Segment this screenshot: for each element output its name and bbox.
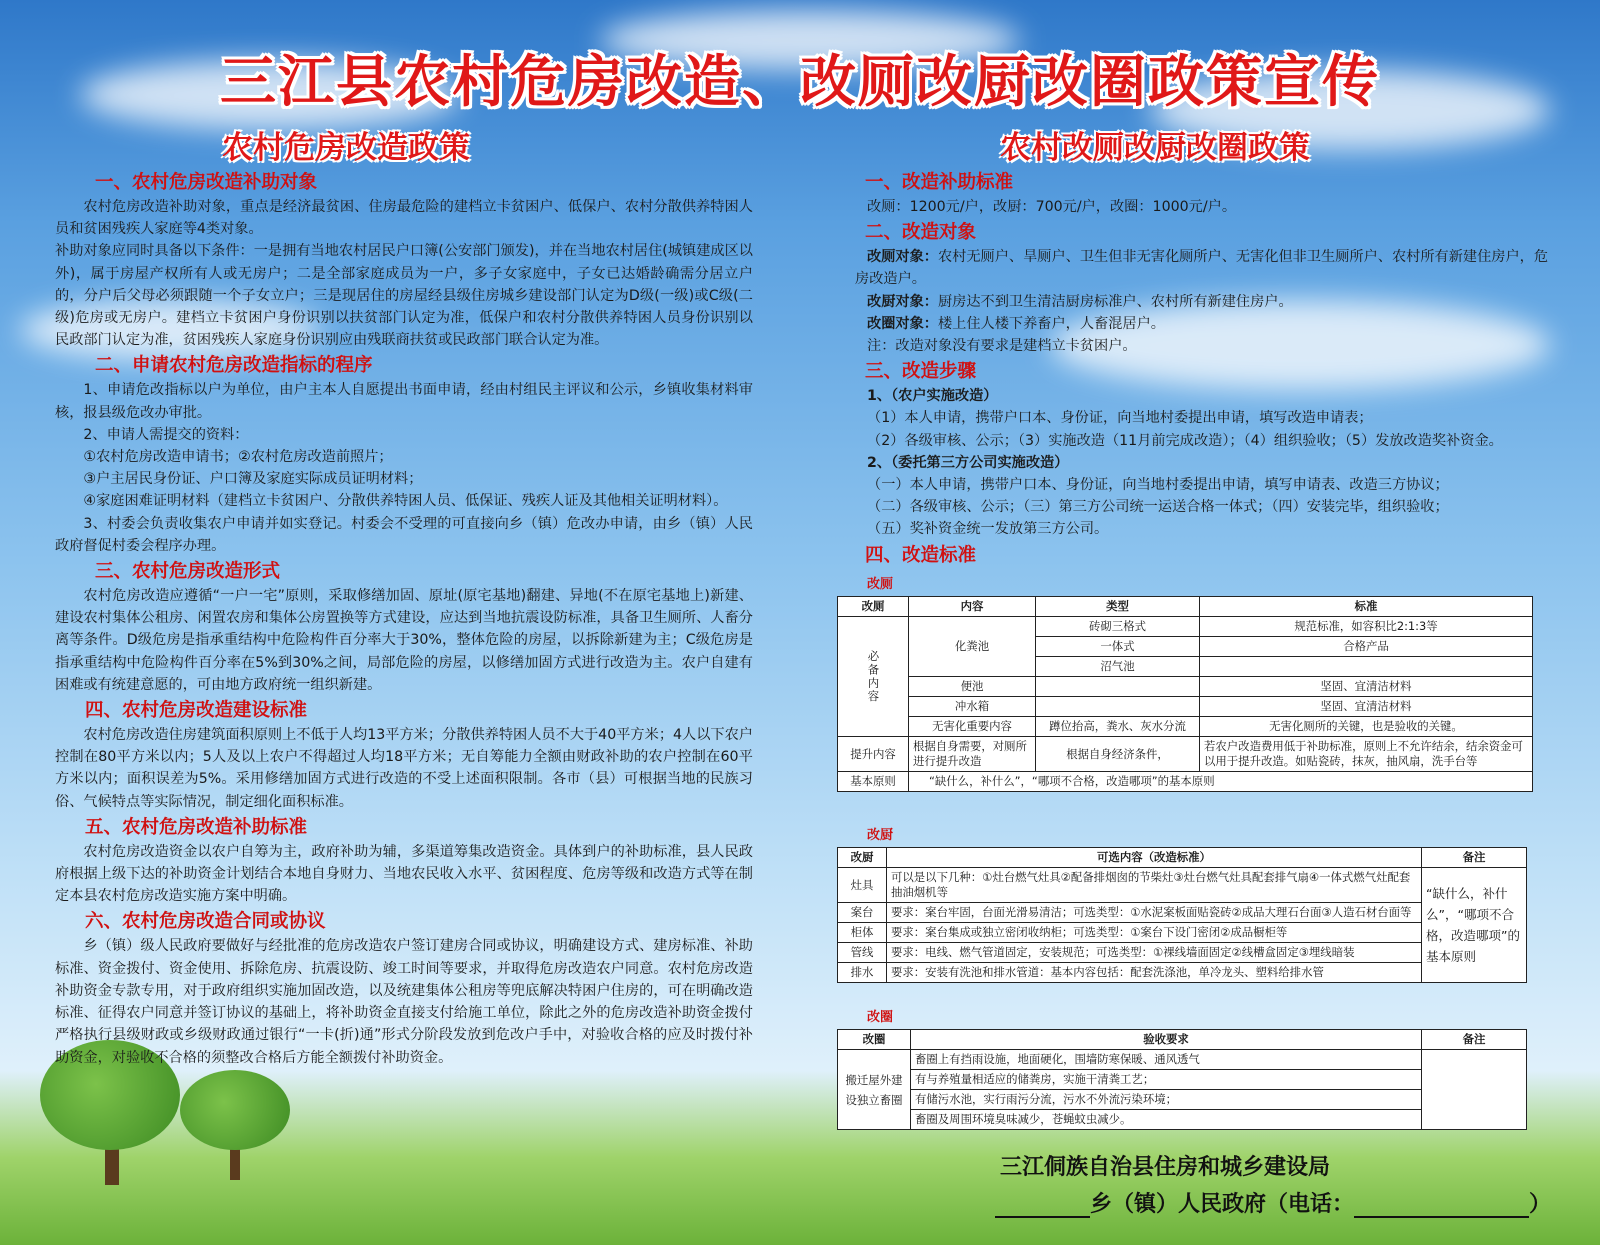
table-row: [838, 772, 1533, 792]
table-cell: [1200, 657, 1533, 677]
table-cell: 砖砌三格式: [1036, 617, 1200, 637]
column-header: 验收要求: [911, 1030, 1422, 1050]
left-column: [55, 168, 753, 1069]
table-row: [838, 1050, 1527, 1070]
step-group-title: 1、（农户实施改造）: [867, 388, 998, 405]
table-cell: 便池: [909, 677, 1036, 697]
column-header: 改厨: [838, 848, 887, 868]
table-header-row: [838, 1030, 1527, 1050]
table-cell: 有储污水池，实行雨污分流，污水不外流污染环境；: [911, 1090, 1422, 1110]
table-cell: 有与养殖量相适应的储粪房，实施干清粪工艺；: [911, 1070, 1422, 1090]
remark-cell: [1422, 1050, 1527, 1130]
paragraph: [855, 246, 1555, 290]
paragraph: [855, 313, 1555, 335]
paragraph: 乡（镇）级人民政府要做好与经批准的危房改造农户签订建房合同或协议，明确建设方式、建房标准、补助标准、资金拨付、资金使用、拆除危房、抗震设防、竣工时间等要求，并取得危房改造农户同意。农村危房改造补助资金专款专用，对于政府组织实施加固改造，以及统建集体公租房等兜底解决特困户住房的，可在明确改造标准、征得农户同意并签订协议的基础上，将补助资金直接支付给施工单位，除此之外的危房改造补助资金拨付严格执行县级财政或乡级财政通过银行“一卡(折)通”形式分阶段发放到危改户手中，对验收合格的应及时拨付补助资金，对验收不合格的须整改合格后方能全额拨付补助资金。: [55, 938, 753, 1066]
pen-table-block: [837, 1006, 1527, 1130]
table-cell: 可以是以下几种：①灶台燃气灶具②配备排烟囱的节柴灶③灶台燃气灶具配套排气扇④一体式燃气灶配套抽油烟机等: [887, 868, 1422, 903]
label: 改厕对象：: [867, 249, 938, 266]
table-cell: 沼气池: [1036, 657, 1200, 677]
column-header: 改圈: [838, 1030, 911, 1050]
table-row: [838, 677, 1533, 697]
section-heading: 二、改造对象: [865, 222, 977, 244]
table-cell: 无害化厕所的关键，也是验收的关键。: [1200, 717, 1533, 737]
paragraph: [855, 291, 1555, 313]
paragraph: 2、申请人需提交的资料：: [83, 426, 249, 443]
text: 楼上住人楼下养畜户，人畜混居户。: [937, 315, 1165, 332]
paragraph: ③户主居民身份证、户口簿及家庭实际成员证明材料；: [83, 471, 423, 488]
column-header: 内容: [909, 597, 1036, 617]
section-heading: 三、农村危房改造形式: [95, 561, 281, 583]
issuer-name: 三江侗族自治县住房和城乡建设局: [1000, 1155, 1331, 1180]
column-header: 可选内容（改造标准）: [887, 848, 1422, 868]
table-label: 改厨: [867, 828, 894, 843]
right-column-title: 农村改厕改厨改圈政策: [1000, 130, 1310, 166]
column-header: 备注: [1422, 1030, 1527, 1050]
column-header: 备注: [1422, 848, 1527, 868]
table-cell: 合格产品: [1200, 637, 1533, 657]
paragraph: 改厕：1200元/户，改厨：700元/户，改圈：1000元/户。: [867, 199, 1237, 215]
label: 改圈对象：: [867, 315, 938, 332]
table-cell: 坚固、宜清洁材料: [1200, 697, 1533, 717]
row-label: 管线: [838, 943, 887, 963]
table-cell: 要求：电线、燃气管道固定，安装规范；可选类型：①裸线墙面固定②线槽盒固定③埋线暗装: [887, 943, 1422, 963]
table-cell: 要求：案台集成或独立密闭收纳柜；可选类型：①案台下设门密闭②成品橱柜等: [887, 923, 1422, 943]
row-label: 搬迁屋外建设独立畜圈: [838, 1050, 911, 1130]
paragraph: 农村危房改造补助对象，重点是经济最贫困、住房最危险的建档立卡贫困户、低保户、农村分散供养特困人员和贫困残疾人家庭等4类对象。: [55, 199, 753, 238]
row-label: 案台: [838, 903, 887, 923]
section-heading: 四、改造标准: [865, 544, 977, 566]
table-header-row: [838, 597, 1533, 617]
paragraph: 3、村委会负责收集农户申请并如实登记。村委会不受理的可直接向乡（镇）危改办申请，由乡（镇）人民政府督促村委会程序办理。: [55, 515, 753, 554]
kitchen-table-block: [837, 824, 1527, 983]
row-label: 基本原则: [838, 772, 909, 792]
step: （2）各级审核、公示；（3）实施改造（11月前完成改造）；（4）组织验收；（5）发放改造奖补资金。: [867, 432, 1503, 449]
kitchen-standard-table: [837, 847, 1527, 983]
table-label: 改厕: [867, 577, 894, 592]
table-cell: 要求：案台牢固，台面光滑易清洁；可选类型：①水泥案板面贴瓷砖②成品大理石台面③人造石材台面等: [887, 903, 1422, 923]
issuer-contact: [995, 1187, 1551, 1218]
toilet-table-block: [837, 573, 1533, 792]
table-cell: “缺什么，补什么”，“哪项不合格，改造哪项”的基本原则: [909, 772, 1533, 792]
section-heading: 一、改造补助标准: [865, 172, 1014, 193]
left-column-title: 农村危房改造政策: [222, 130, 470, 166]
blank-line: [995, 1216, 1090, 1218]
step: （二）各级审核、公示；（三）第三方公司统一运送合格一体式；（四）安装完毕，组织验收；: [867, 499, 1449, 516]
section-heading: 六、农村危房改造合同或协议: [85, 911, 326, 933]
table-cell: 蹲位抬高，粪水、灰水分流: [1036, 717, 1200, 737]
step-group-title: 2、（委托第三方公司实施改造）: [867, 454, 1069, 471]
table-label: 改圈: [867, 1010, 894, 1025]
table-cell: 一体式: [1036, 637, 1200, 657]
row-label: 灶具: [838, 868, 887, 903]
row-label: 必备内容: [838, 617, 909, 737]
paragraph: 1、申请危改指标以户为单位，由户主本人自愿提出书面申请，经由村组民主评议和公示，乡镇收集材料审核，报县级危改办审批。: [55, 382, 753, 421]
table-cell: 畜圈上有挡雨设施，地面硬化，围墙防寒保暖、通风透气: [911, 1050, 1422, 1070]
table-cell: 若农户改造费用低于补助标准，原则上不允许结余，结余资金可以用于提升改造。如贴瓷砖，抹灰，抽风扇，洗手台等: [1200, 737, 1533, 772]
paragraph: ④家庭困难证明材料（建档立卡贫困户、分散供养特困人员、低保证、残疾人证及其他相关证明材料）。: [83, 493, 728, 510]
row-label: 提升内容: [838, 737, 909, 772]
paragraph: ①农村危房改造申请书；②农村危房改造前照片；: [83, 449, 393, 466]
note: 注：改造对象没有要求是建档立卡贫困户。: [867, 338, 1137, 355]
table-row: [838, 737, 1533, 772]
table-row: [838, 717, 1533, 737]
table-cell: 化粪池: [909, 617, 1036, 677]
table-row: [838, 697, 1533, 717]
table-header-row: [838, 848, 1527, 868]
table-cell: 规范标准，如容积比2:1:3等: [1200, 617, 1533, 637]
step: （五）奖补资金统一发放第三方公司。: [867, 521, 1109, 538]
table-cell: 无害化重要内容: [909, 717, 1036, 737]
paragraph: 农村危房改造住房建筑面积原则上不低于人均13平方米；分散供养特困人员不大于40平方米；4人以下农户控制在80平方米以内；5人及以上农户不得超过人均18平方米；无自筹能力全额由财政补助的农户控制在60平方米以内；面积误差为5%。采用修缮加固方式进行改造的不受上述面积限制。各市（县）可根据当地的民族习俗、气候特点等实际情况，制定细化面积标准。: [55, 727, 753, 810]
table-cell: 根据自身需要，对厕所进行提升改造: [909, 737, 1036, 772]
table-cell: 坚固、宜清洁材料: [1200, 677, 1533, 697]
table-row: [838, 868, 1527, 903]
section-heading: 二、申请农村危房改造指标的程序: [95, 355, 373, 377]
paragraph: 农村危房改造应遵循“一户一宅”原则，采取修缮加固、原址(原宅基地)翻建、异地(不在原宅基地上)新建、建设农村集体公租房、闲置农房和集体公房置换等方式建设，应达到当地抗震设防标准，具备卫生厕所、人畜分离等条件。D级危房是指承重结构中危险构件百分率大于30%，整体危险的房屋，以拆除新建为主；C级危房是指承重结构中危险构件百分率在5%到30%之间，局部危险的房屋，以修缮加固方式进行改造为主。农户自建有困难或有统建意愿的，可由地方政府统一组织新建。: [55, 588, 753, 693]
column-header: 标准: [1200, 597, 1533, 617]
section-heading: 四、农村危房改造建设标准: [85, 700, 308, 722]
text: 农村无厕户、旱厕户、卫生但非无害化厕所户、无害化但非卫生厕所户、农村所有新建住房户，危房改造户。: [855, 249, 1549, 288]
step: （1）本人申请，携带户口本、身份证，向当地村委提出申请，填写改造申请表；: [867, 410, 1373, 427]
right-column: [855, 168, 1555, 569]
blank-line: [1354, 1216, 1529, 1218]
text: 厨房达不到卫生清洁厨房标准户、农村所有新建住房户。: [937, 293, 1293, 310]
table-cell: 要求：安装有洗池和排水管道：基本内容包括：配套洗涤池，单冷龙头、塑料给排水管: [887, 963, 1422, 983]
tree-decoration: [180, 1070, 290, 1150]
step: （一）本人申请，携带户口本、身份证，向当地村委提出申请，填写申请表、改造三方协议；: [867, 477, 1449, 494]
row-label: 排水: [838, 963, 887, 983]
section-heading: 三、改造步骤: [865, 361, 977, 383]
table-cell: 畜圈及周围环境臭味减少，苍蝇蚊虫减少。: [911, 1110, 1422, 1130]
text: ）: [1529, 1192, 1552, 1217]
pen-standard-table: [837, 1029, 1527, 1130]
row-label: 柜体: [838, 923, 887, 943]
table-cell: 冲水箱: [909, 697, 1036, 717]
paragraph: 农村危房改造资金以农户自筹为主，政府补助为辅，多渠道筹集改造资金。具体到户的补助标准，县人民政府根据上级下达的补助资金计划结合本地自身财力、当地农民收入水平、贫困程度、危房等级和改造方式等在制定本县农村危房改造实施方案中明确。: [55, 843, 753, 905]
table-cell: [1036, 697, 1200, 717]
toilet-standard-table: [837, 596, 1533, 792]
table-cell: 根据自身经济条件，: [1036, 737, 1200, 772]
paragraph: 补助对象应同时具备以下条件：一是拥有当地农村居民户口簿(公安部门颁发)，并在当地农村居住(城镇建成区以外)，属于房屋产权所有人或无房户；二是全部家庭成员为一户，多子女家庭中，子女已达婚龄确需分居立户的，分户后父母必须跟随一个子女立户；三是现居住的房屋经县级住房城乡建设部门认定为D级(一级)或C级(二级)危房或无房户。建档立卡贫困户身份识别以扶贫部门认定为准，低保户和农村分散供养特困人员身份识别以民政部门认定为准，贫困残疾人家庭身份识别应由残联商扶贫或民政部门联合认定为准。: [55, 243, 753, 349]
table-row: [838, 617, 1533, 637]
column-header: 类型: [1036, 597, 1200, 617]
poster-title: 三江县农村危房改造、改厕改厨改圈政策宣传: [220, 49, 1380, 115]
remark-cell: “缺什么，补什么”，“哪项不合格，改造哪项”的基本原则: [1422, 868, 1527, 983]
section-heading: 五、农村危房改造补助标准: [85, 816, 308, 838]
section-heading: 一、农村危房改造补助对象: [95, 172, 318, 193]
label: 改厨对象：: [867, 293, 938, 310]
text: 乡（镇）人民政府（电话：: [1090, 1192, 1355, 1217]
column-header: 改厕: [838, 597, 909, 617]
table-cell: [1036, 677, 1200, 697]
